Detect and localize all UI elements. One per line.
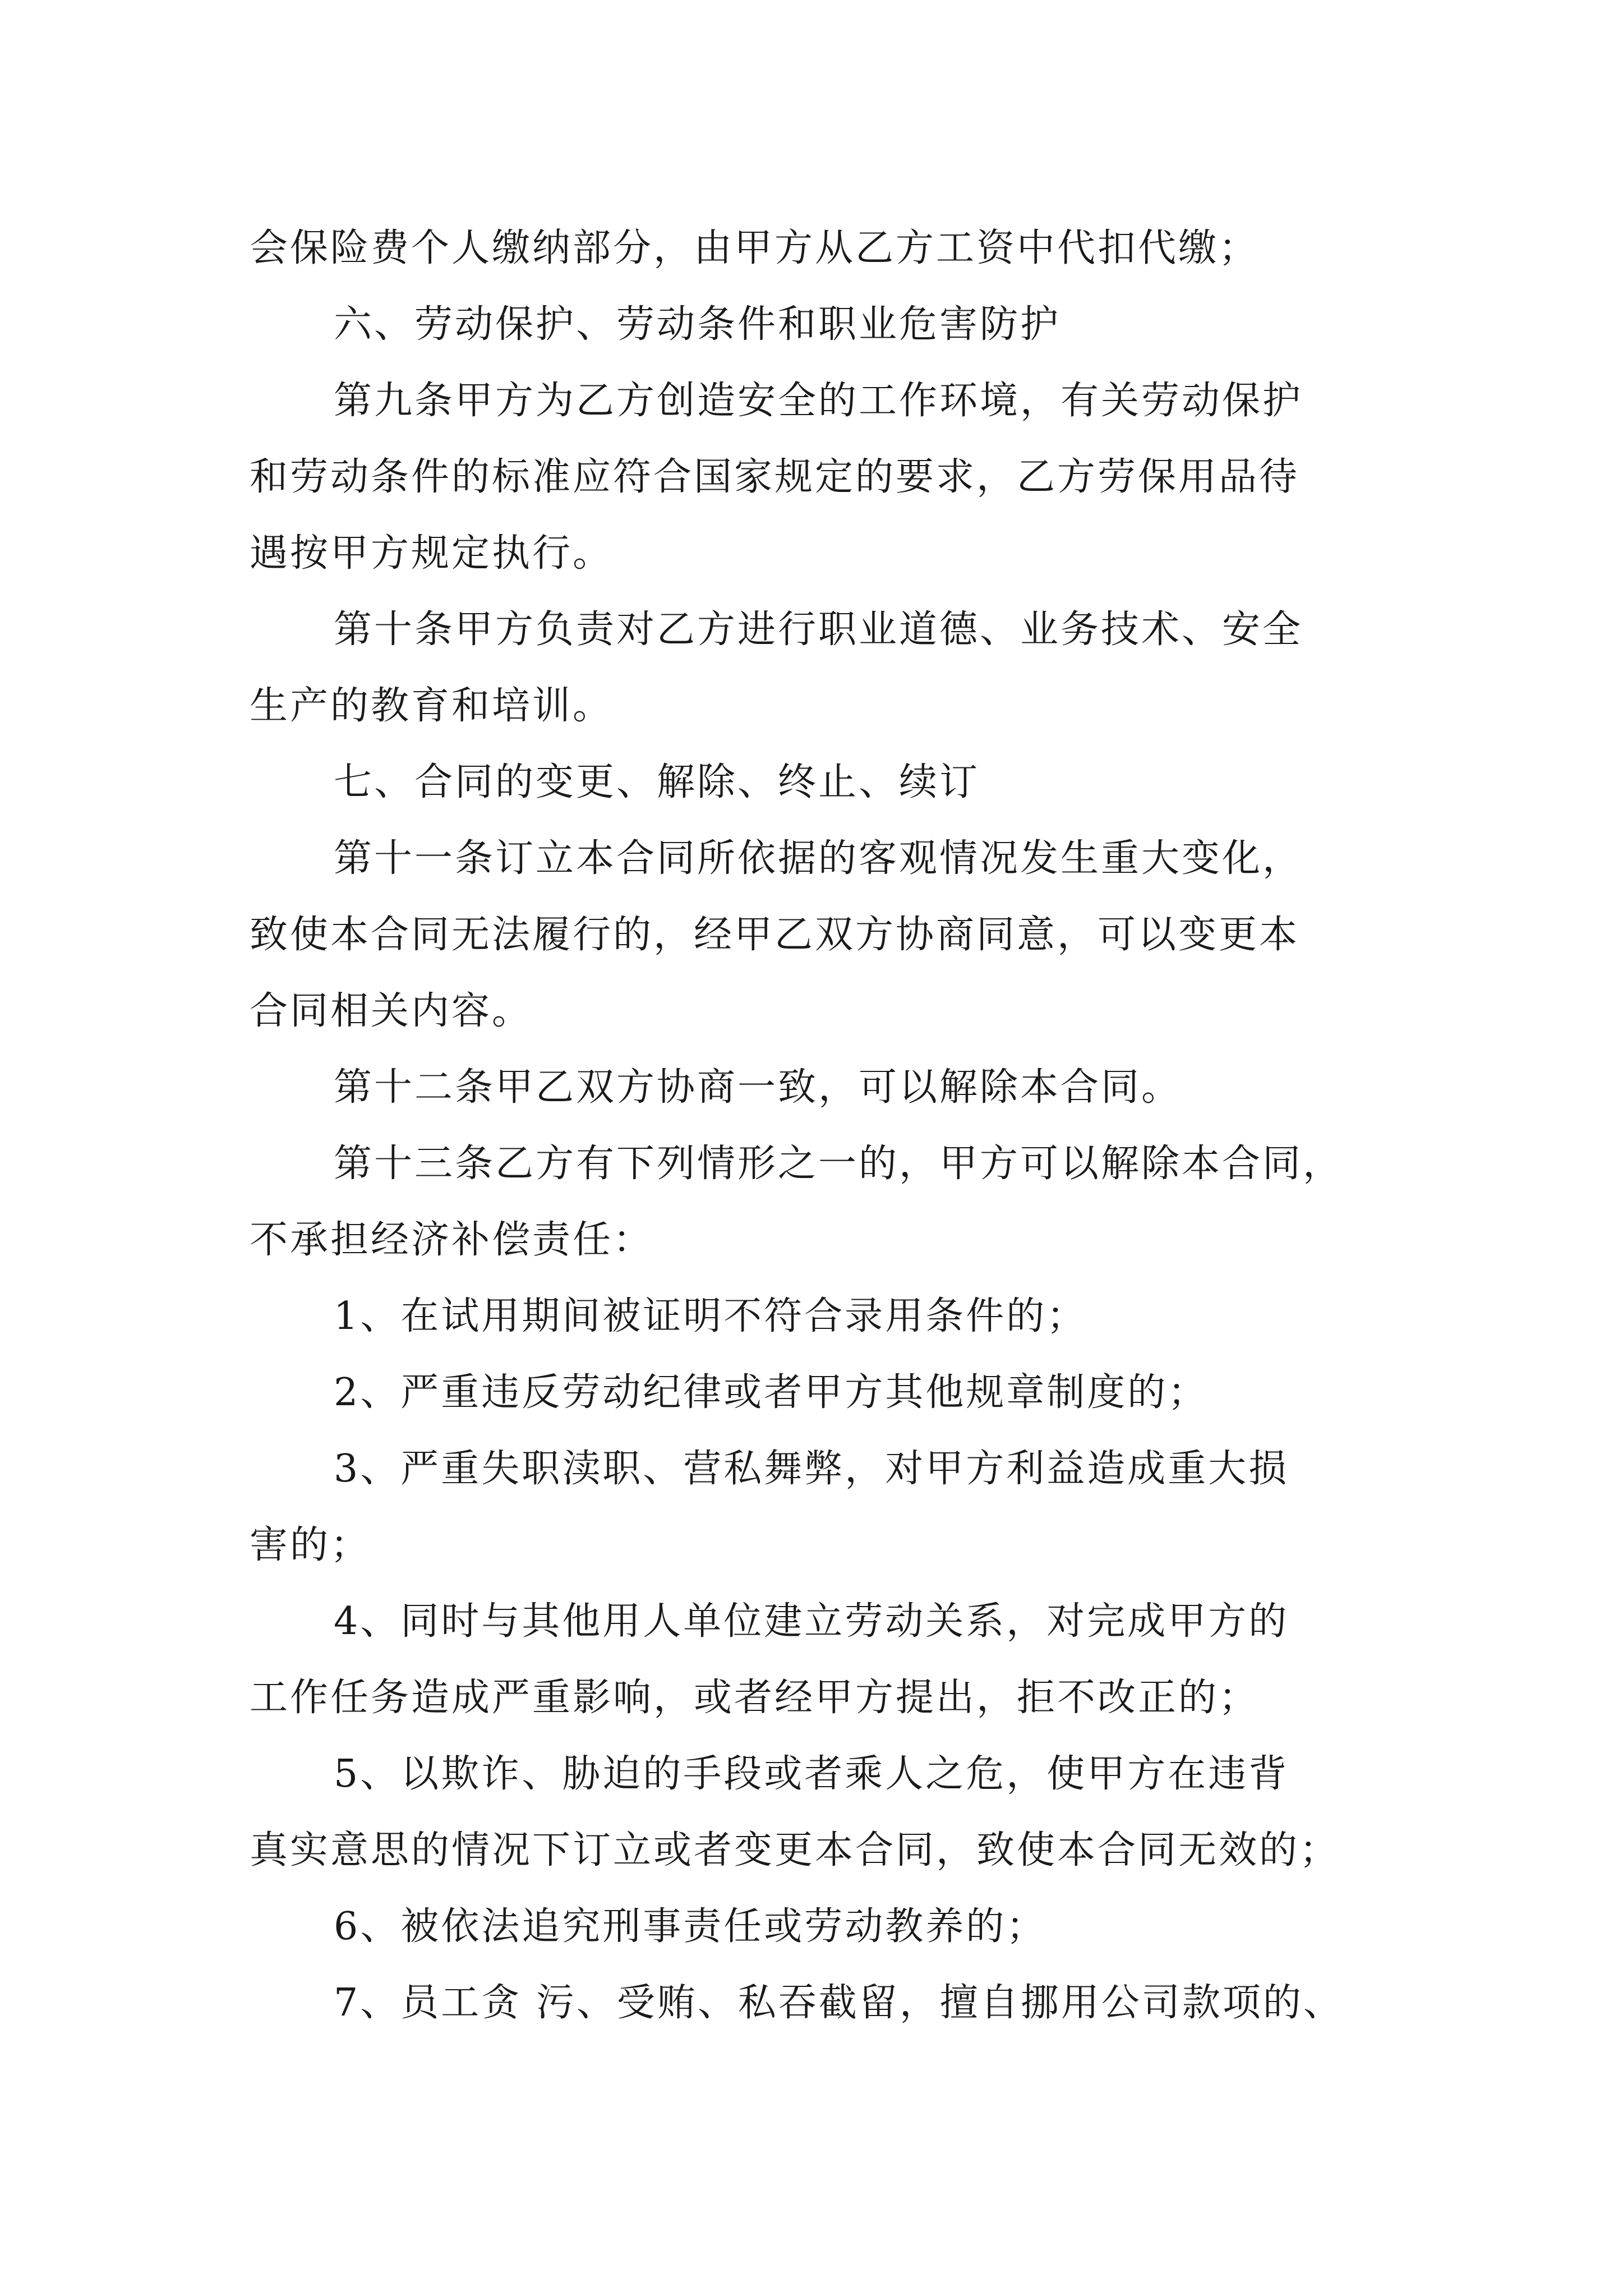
text-line: 真实意思的情况下订立或者变更本合同，致使本合同无效的； — [250, 1828, 1340, 1872]
text-line: 第十二条甲乙双方协商一致，可以解除本合同。 — [334, 1065, 1182, 1110]
text-line: 和劳动条件的标准应符合国家规定的要求，乙方劳保用品待 — [250, 455, 1300, 499]
text-line: 工作任务造成严重影响，或者经甲方提出，拒不改正的； — [250, 1676, 1260, 1720]
list-item: 5、以欺诈、胁迫的手段或者乘人之危，使甲方在违背 — [334, 1752, 1289, 1796]
section-heading-labor-protection: 六、劳动保护、劳动条件和职业危害防护 — [334, 302, 1061, 347]
list-item: 6、被依法追究刑事责任或劳动教养的； — [334, 1904, 1047, 1949]
list-item: 4、同时与其他用人单位建立劳动关系，对完成甲方的 — [334, 1599, 1289, 1644]
text-line: 生产的教育和培训。 — [250, 684, 614, 728]
section-heading-contract-change: 七、合同的变更、解除、终止、续订 — [334, 760, 980, 804]
text-line: 害的； — [250, 1523, 371, 1567]
text-line: 合同相关内容。 — [250, 989, 533, 1033]
text-line: 会保险费个人缴纳部分，由甲方从乙方工资中代扣代缴； — [250, 226, 1260, 270]
text-line: 致使本合同无法履行的，经甲乙双方协商同意，可以变更本 — [250, 913, 1300, 957]
list-item: 3、严重失职渎职、营私舞弊，对甲方利益造成重大损 — [334, 1447, 1289, 1491]
list-item: 1、在试用期间被证明不符合录用条件的； — [334, 1294, 1087, 1338]
list-item: 2、严重违反劳动纪律或者甲方其他规章制度的； — [334, 1370, 1209, 1415]
list-item: 7、员工贪 污、受贿、私吞截留，擅自挪用公司款项的、 — [334, 1981, 1344, 2025]
text-line: 第九条甲方为乙方创造安全的工作环境，有关劳动保护 — [334, 379, 1303, 423]
text-line: 第十条甲方负责对乙方进行职业道德、业务技术、安全 — [334, 608, 1303, 652]
text-line: 第十一条订立本合同所依据的客观情况发生重大变化， — [334, 836, 1303, 881]
text-line: 不承担经济补偿责任： — [250, 1218, 654, 1262]
contract-body-text — [250, 210, 1388, 2041]
text-line: 遇按甲方规定执行。 — [250, 531, 614, 576]
text-line: 第十三条乙方有下列情形之一的，甲方可以解除本合同， — [334, 1142, 1344, 1186]
